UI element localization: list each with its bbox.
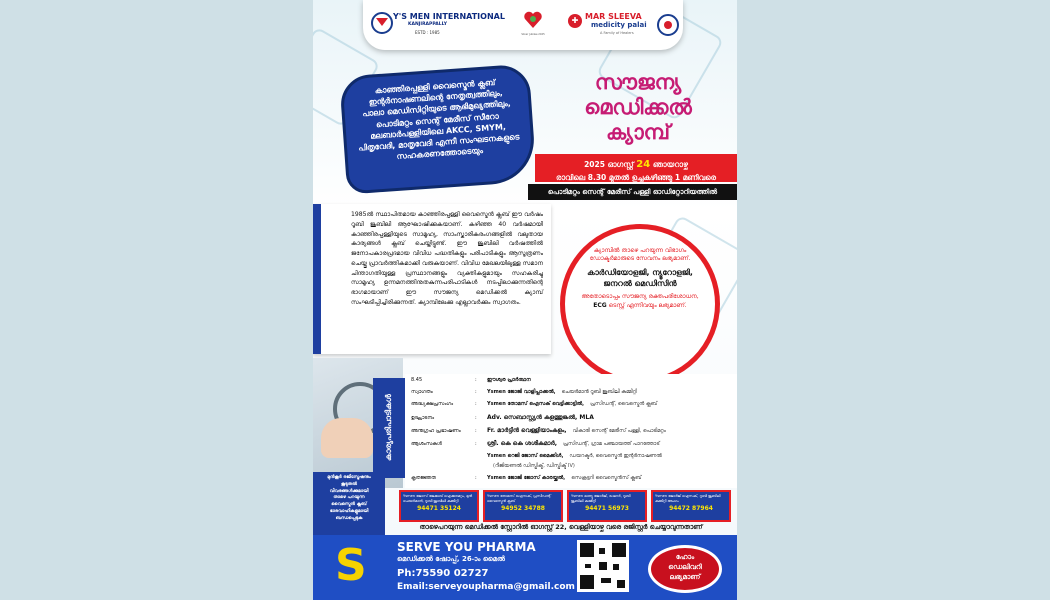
- contact-card: [651, 490, 731, 522]
- camp-title-line1: സൗജന്യ: [594, 70, 682, 94]
- services-extra-a: അതോടൊപ്പം സൗജന്യ രക്തപരിശോധന,: [581, 293, 699, 301]
- schedule-row: 8.45 : ഈശ്വര പ്രാർത്ഥന: [411, 377, 531, 383]
- services-circle: [560, 224, 720, 384]
- services-ecg: ECG: [593, 302, 607, 310]
- services-extra: [577, 292, 703, 310]
- ysmen-title: Y'S MEN INTERNATIONAL: [393, 12, 505, 21]
- schedule-row: ഉദ്ഘാടനം : Adv. സെബാസ്റ്റ്യൻ കുളത്തുങ്കൽ, MLA: [411, 414, 594, 421]
- contact-card: [399, 490, 479, 522]
- pharma-subtitle: മെഡിക്കൽ ഷോപ്പ്, 26-ാം മൈൽ: [397, 555, 505, 563]
- contact-card: [567, 490, 647, 522]
- jubilee-caption: Silver Jubilee 2025: [521, 33, 545, 36]
- contact-phone[interactable]: 94471 56973: [585, 505, 629, 513]
- date-weekday: ഞായറാഴ്ച: [652, 160, 688, 169]
- services-departments: കാർഡിയോളജി, ന്യൂറോളജി, ജനറൽ മെഡിസിൻ: [587, 267, 693, 288]
- schedule-row: അദ്ധ്യക്ഷപ്രസംഗം : Ysmen തോമസ് ഐസക് വെട്ടിക്കാട്ടിൽ, പ്രസിഡന്റ്, വൈസ്മെൻ ക്ലബ്: [411, 401, 658, 407]
- schedule-row: അനുഗ്രഹ പ്രഭാഷണം : Fr. മാർട്ടിൻ വെള്ളിയാംകുളം, വികാരി സെന്റ് മേരീസ് പള്ളി, പൊടിമറ്റം: [411, 427, 666, 434]
- mar-sleeva-logo-icon: ✚: [568, 14, 582, 28]
- ysmen-logo-icon: [371, 12, 393, 34]
- camp-title-line3: ക്യാമ്പ്: [605, 120, 671, 145]
- contact-name: Ysmen ജോസ് ജേക്കബ് ഐക്കരമറ്റം, മുൻ ചെയർമാൻ, റൂബി ജൂബിലി കമ്മിറ്റി: [403, 494, 473, 503]
- ysmen-location: KANJIRAPPALLY: [408, 22, 447, 27]
- ysmen-estd: ESTD : 1985: [415, 30, 440, 35]
- date-prefix: 2025 ഓഗസ്റ്റ്: [584, 160, 634, 169]
- date-time: രാവിലെ 8.30 മുതൽ ഉച്ചകഴിഞ്ഞു 1 മണിവരെ: [556, 173, 716, 182]
- schedule-row: ആശംസകൾ : ശ്രീ. കെ കെ ശശികുമാർ, പ്രസിഡന്റ്, ഗ്രാമ പഞ്ചായത്ത് പാറത്തോട്: [411, 440, 660, 447]
- contact-name: Ysmen തോമസ് ഐസക്, പ്രസിഡന്റ് വൈസ്മെൻ ക്ലബ്: [487, 494, 551, 503]
- services-intro: ക്യാമ്പിൽ താഴെ പറയുന്ന വിഭാഗം ഡോക്ടർമാരുടെ സേവനം ലഭ്യമാണ്.: [589, 247, 691, 263]
- poster: [313, 0, 737, 600]
- jubilee-heart-icon: [523, 10, 543, 30]
- contact-phone[interactable]: 94472 87964: [669, 505, 713, 513]
- contact-name: Ysmen മാത്യു ജോർജ്, ട്രഷറർ, റൂബി ജൂബിലി കമ്മിറ്റി: [571, 494, 631, 503]
- camp-title-line2: മെഡിക്കൽ: [584, 95, 692, 120]
- header-banner: [363, 0, 683, 50]
- intro-bubble: കാഞ്ഞിരപ്പള്ളി വൈസ്മെൻ ക്ലബ് ഇന്റർനാഷണലിന്റെ നേതൃത്വത്തിലും, പാലാ മെഡിസിറ്റിയുടെ ആഭിമുഖ്യത്തിലും, പൊടിമറ്റം സെന്റ് മേരീസ് സീറോ മലബാർപള്ളിയിലെ AKCC, SMYM, പിതൃവേദി, മാതൃവേദി എന്നീ സംഘടനകളുടെ സഹകരണത്തോടെയും: [339, 64, 537, 195]
- services-extra-b: ടെസ്റ്റ് എന്നിവയും ലഭ്യമാണ്.: [608, 302, 687, 310]
- schedule-row: (റീജിയണൽ ഡിസ്ട്രിക്ട്, ഡിസ്ട്രിക്ട് IV): [493, 463, 575, 469]
- contact-name: Ysmen ജോർജ് ഐസക്, റൂബി ജൂബിലി കമ്മിറ്റി അംഗം: [655, 494, 721, 503]
- registration-notice: താഴെപറയുന്ന മെഡിക്കൽ സ്റ്റോറിൽ ഓഗസ്റ്റ് 22, വെള്ളിയാഴ്ച വരെ രജിസ്റ്റർ ചെയ്യാവുന്നതാണ്: [419, 523, 703, 531]
- about-paragraph: 1985ൽ സ്ഥാപിതമായ കാഞ്ഞിരപ്പള്ളി വൈസ്മെൻ ക്ലബ് ഈ വർഷം റൂബി ജൂബിലി ആഘോഷിക്കുകയാണ്. കഴിഞ്ഞ 40 വർഷമായി കാഞ്ഞിരപ്പള്ളിയുടെ സാമൂഹ്യ, സാംസ്കാരികരംഗങ്ങളിൽ വലുതായ കാര്യങ്ങൾ ക്ലബ് ചെയ്തിട്ടുണ്ട്. ഈ ജൂബിലി വർഷത്തിൽ ജനോപകാരപ്രദമായ വിവിധ പദ്ധതികളും പരിപാടികളും ആസൂത്രണം ചെയ്തു പ്രാവർത്തികമാക്കി വരുകയാണ്. വിവിധ മേഖലയിലുള്ള സമാന ചിന്താഗതിയുള്ള പ്രസ്ഥാനങ്ങളും വ്യക്തികളുമായും സഹകരിച്ചു സാമൂഹ്യ ഉന്നമനത്തിനുതകുന്നപരിപാടികൾ നടപ്പിലാക്കുന്നതിന്റെ ഭാഗമായാണ് ഈ സൗജന്യ മെഡിക്കൽ ക്യാമ്പ് സംഘടിപ്പിച്ചിരിക്കുന്നത്. ക്യാമ്പിലേക്കു എല്ലാവർക്കും സ്വാഗതം.: [313, 204, 551, 354]
- contact-side-note: മുൻകൂർ രജിസ്ട്രേഷനും കൂടുതൽ വിവരങ്ങൾക്കുമായി താഴെ പറയുന്ന വൈസ്മെൻ ക്ലബ് ഭാരവാഹികളുമായി ബന്ധപ്പെടുക: [313, 472, 385, 536]
- date-day: 24: [636, 159, 651, 170]
- schedule-row: Ysmen റെജി ജോസ് മൈക്കിൾ, ഡയറക്ടർ, വൈസ്മെൻ ഇന്റർനാഷണൽ: [487, 453, 662, 459]
- pharma-phone[interactable]: Ph:75590 02727: [397, 568, 489, 579]
- contact-card: [483, 490, 563, 522]
- pharma-email[interactable]: Email:serveyoupharma@gmail.com: [397, 582, 575, 592]
- date-box: [535, 154, 737, 182]
- home-delivery-badge: ഹോം ഡെലിവറി ലഭ്യമാണ്: [648, 545, 722, 593]
- mar-sleeva-title: MAR SLEEVA: [585, 12, 642, 21]
- qr-code-icon[interactable]: [577, 540, 629, 592]
- camp-title: [538, 70, 737, 146]
- schedule-table: [405, 374, 737, 488]
- venue: പൊടിമറ്റം സെന്റ് മേരീസ് പള്ളി ഓഡിറ്റോറിയത്തിൽ: [528, 184, 737, 200]
- church-seal-icon: [657, 14, 679, 36]
- schedule-title: കാര്യപരിപാടികൾ: [373, 378, 405, 478]
- contact-phone[interactable]: 94952 34788: [501, 505, 545, 513]
- pharma-name: SERVE YOU PHARMA: [397, 540, 536, 554]
- hand-image: [321, 418, 373, 458]
- contact-phone[interactable]: 94471 35124: [417, 505, 461, 513]
- mar-sleeva-tagline: A Family of Healers: [600, 31, 634, 35]
- schedule-row: കൃതജ്ഞത : Ysmen ജോജി ജോസ് കാരയ്ക്കൽ, സെക്രട്ടറി വൈസ്മെൻസ് ക്ലബ്: [411, 475, 642, 481]
- mar-sleeva-sub: medicity palai: [591, 21, 647, 29]
- serve-you-logo-icon: S: [335, 540, 367, 591]
- schedule-row: സ്വാഗതം : Ysmen ജോജി വാളിപ്ലാക്കൽ, ചെയർമാൻ റൂബി ജൂബിലി കമ്മിറ്റി: [411, 389, 638, 395]
